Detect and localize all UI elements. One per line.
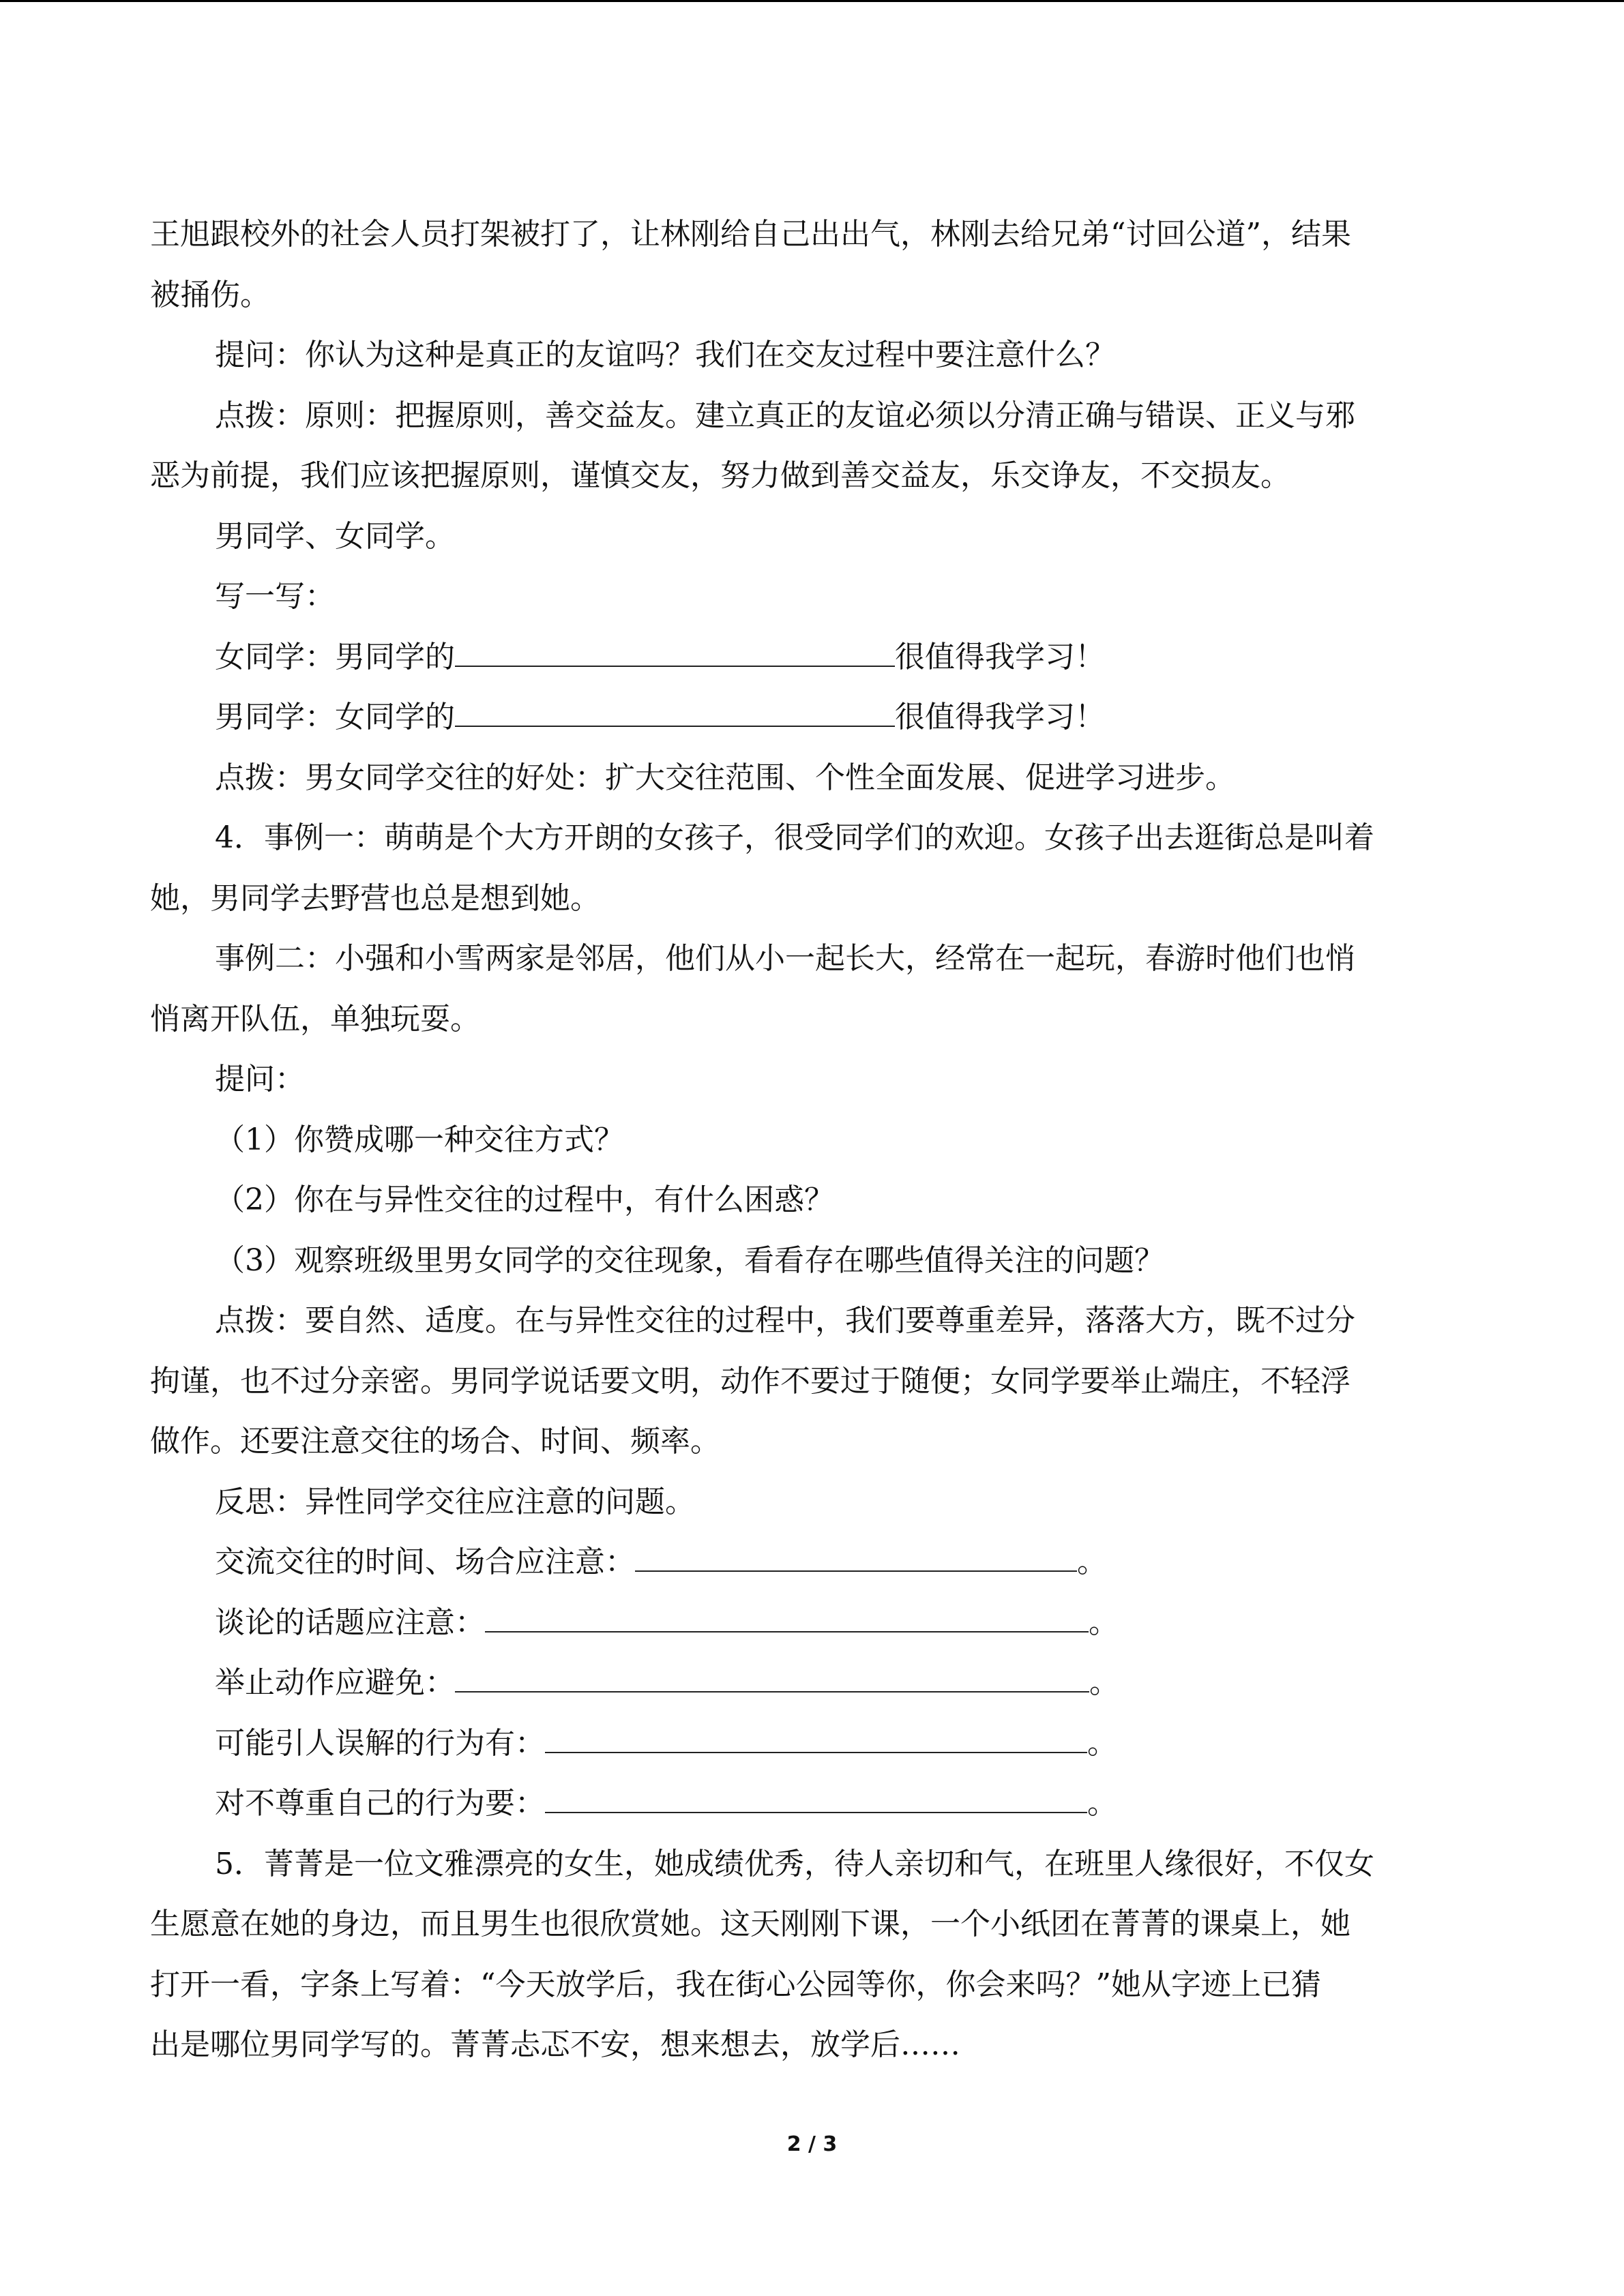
fill-in-line xyxy=(150,687,1477,748)
paragraph-line: 出是哪位男同学写的。菁菁忐忑不安，想来想去，放学后…… xyxy=(150,2027,960,2062)
fill-in-blank[interactable] xyxy=(545,1727,1087,1753)
fill-in-label: 可能引人误解的行为有： xyxy=(215,1725,545,1761)
fill-in-line xyxy=(150,1532,1477,1593)
fill-in-suffix: 。 xyxy=(1087,1725,1117,1761)
fill-in-blank[interactable] xyxy=(455,701,895,727)
question-item: （3）观察班级里男女同学的交往现象，看看存在哪些值得关注的问题？ xyxy=(215,1242,1164,1278)
fill-in-blank[interactable] xyxy=(545,1787,1087,1813)
paragraph-line: 事例二：小强和小雪两家是邻居，他们从小一起长大，经常在一起玩，春游时他们也悄 xyxy=(215,941,1355,976)
fill-in-suffix: 。 xyxy=(1089,1665,1119,1700)
fill-in-suffix: 很值得我学习！ xyxy=(895,639,1105,674)
fill-in-label: 举止动作应避免： xyxy=(215,1665,455,1700)
paragraph-line: 被捅伤。 xyxy=(150,277,270,312)
paragraph-line: 做作。还要注意交往的场合、时间、频率。 xyxy=(150,1424,720,1459)
paragraph-line: 拘谨，也不过分亲密。男同学说话要文明，动作不要过于随便；女同学要举止端庄，不轻浮 xyxy=(150,1363,1350,1399)
fill-in-label: 对不尊重自己的行为要： xyxy=(215,1786,545,1821)
paragraph-line: 提问： xyxy=(215,1062,305,1097)
fill-in-line xyxy=(150,1714,1477,1774)
paragraph-line: 她，男同学去野营也总是想到她。 xyxy=(150,880,600,916)
fill-in-blank[interactable] xyxy=(635,1546,1077,1572)
fill-in-line xyxy=(150,1774,1477,1834)
fill-in-line xyxy=(150,1593,1477,1654)
paragraph-line: 恶为前提，我们应该把握原则，谨慎交友，努力做到善交益友，乐交诤友，不交损友。 xyxy=(150,458,1290,493)
fill-in-label: 男同学：女同学的 xyxy=(215,700,455,734)
fill-in-suffix: 很值得我学习！ xyxy=(895,700,1105,734)
paragraph-line: 5．菁菁是一位文雅漂亮的女生，她成绩优秀，待人亲切和气，在班里人缘很好，不仅女 xyxy=(215,1846,1374,1881)
question-item: （2）你在与异性交往的过程中，有什么困惑？ xyxy=(215,1182,834,1217)
paragraph-line: 写一写： xyxy=(215,579,335,614)
paragraph-line: 提问：你认为这种是真正的友谊吗？我们在交友过程中要注意什么？ xyxy=(215,338,1115,372)
fill-in-label: 谈论的话题应注意： xyxy=(215,1605,485,1640)
fill-in-blank[interactable] xyxy=(485,1607,1089,1632)
paragraph-line: 男同学、女同学。 xyxy=(215,518,455,554)
fill-in-suffix: 。 xyxy=(1077,1545,1107,1579)
paragraph-line: 点拨：要自然、适度。在与异性交往的过程中，我们要尊重差异，落落大方，既不过分 xyxy=(215,1303,1355,1338)
fill-in-blank[interactable] xyxy=(455,641,895,667)
paragraph-line: 反思：异性同学交往应注意的问题。 xyxy=(215,1484,695,1519)
fill-in-line xyxy=(150,627,1477,688)
fill-in-label: 女同学：男同学的 xyxy=(215,639,455,674)
paragraph-line: 王旭跟校外的社会人员打架被打了，让林刚给自己出出气，林刚去给兄弟“讨回公道”，结果 xyxy=(150,217,1351,252)
paragraph-line: 点拨：男女同学交往的好处：扩大交往范围、个性全面发展、促进学习进步。 xyxy=(215,760,1235,795)
paragraph-line: 悄离开队伍，单独玩耍。 xyxy=(150,1001,480,1037)
paragraph-line: 4．事例一：萌萌是个大方开朗的女孩子，很受同学们的欢迎。女孩子出去逛街总是叫着 xyxy=(215,820,1374,855)
top-border-line xyxy=(0,0,1624,2)
paragraph-line: 打开一看，字条上写着：“今天放学后，我在街心公园等你，你会来吗？”她从字迹上已猜 xyxy=(150,1967,1321,2002)
question-item: （1）你赞成哪一种交往方式？ xyxy=(215,1122,624,1157)
document-body xyxy=(150,205,1477,2076)
paragraph-line: 点拨：原则：把握原则，善交益友。建立真正的友谊必须以分清正确与错误、正义与邪 xyxy=(215,398,1355,433)
fill-in-suffix: 。 xyxy=(1089,1605,1119,1640)
paragraph-line: 生愿意在她的身边，而且男生也很欣赏她。这天刚刚下课，一个小纸团在菁菁的课桌上，她 xyxy=(150,1907,1350,1941)
fill-in-line xyxy=(150,1653,1477,1714)
fill-in-blank[interactable] xyxy=(455,1667,1089,1693)
fill-in-suffix: 。 xyxy=(1087,1786,1117,1821)
page-number: 2 / 3 xyxy=(786,2132,838,2156)
fill-in-label: 交流交往的时间、场合应注意： xyxy=(215,1545,635,1579)
